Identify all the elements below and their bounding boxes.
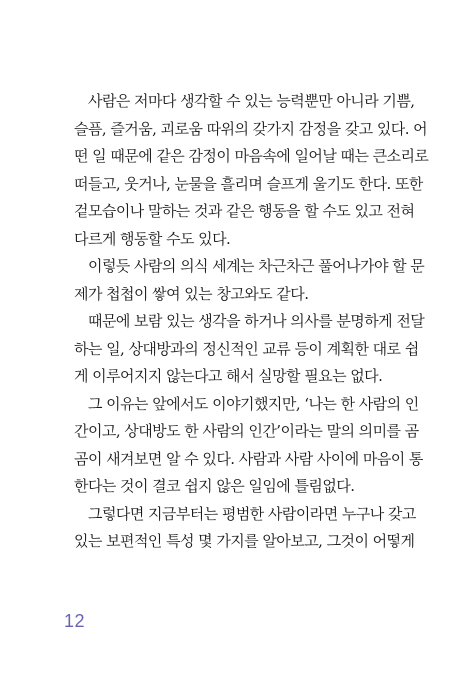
body-text xyxy=(74,88,429,556)
paragraph-4 xyxy=(74,391,423,501)
page-number: 12 xyxy=(64,611,86,631)
paragraph-3 xyxy=(74,308,425,391)
text-line: 간이고, 상대방도 한 사람의 인간’이라는 말의 의미를 곰 xyxy=(74,422,419,440)
text-line: 이렇듯 사람의 의식 세계는 차근차근 풀어나가야 할 문 xyxy=(88,257,425,275)
text-line: 곰이 새겨보면 알 수 있다. 사람과 사람 사이에 마음이 통 xyxy=(74,449,423,468)
text-line: 떠들고, 웃거나, 눈물을 흘리며 슬프게 울기도 한다. 또한 xyxy=(74,174,423,193)
text-line: 다르게 행동할 수도 있다. xyxy=(74,229,231,248)
paragraph-2 xyxy=(74,253,425,308)
text-line: 있는 보편적인 특성 몇 가지를 알아보고, 그것이 어떻게 xyxy=(74,532,415,550)
text-line: 그렇다면 지금부터는 평범한 사람이라면 누구나 갖고 xyxy=(88,504,416,523)
paragraph-1 xyxy=(74,88,429,253)
text-line: 게 이루어지지 않는다고 해서 실망할 필요는 없다. xyxy=(74,367,383,385)
text-line: 하는 일, 상대방과의 정신적인 교류 등이 계획한 대로 쉽 xyxy=(74,339,419,358)
text-line: 겉모습이나 말하는 것과 같은 행동을 할 수도 있고 전혀 xyxy=(74,202,415,220)
text-line: 때문에 보람 있는 생각을 하거나 의사를 분명하게 전달 xyxy=(88,312,425,330)
text-line: 떤 일 때문에 같은 감정이 마음속에 일어날 때는 큰소리로 xyxy=(74,147,429,165)
text-line: 슬픔, 즐거움, 괴로움 따위의 갖가지 감정을 갖고 있다. 어 xyxy=(74,119,428,138)
paragraph-5 xyxy=(74,501,416,556)
text-line: 한다는 것이 결코 쉽지 않은 일임에 틀림없다. xyxy=(74,477,355,495)
text-line: 그 이유는 앞에서도 이야기했지만, ‘나는 한 사람의 인 xyxy=(88,394,419,413)
text-line: 사람은 저마다 생각할 수 있는 능력뿐만 아니라 기쁨, xyxy=(88,92,415,110)
text-line: 제가 첩첩이 쌓여 있는 창고와도 같다. xyxy=(74,284,309,303)
